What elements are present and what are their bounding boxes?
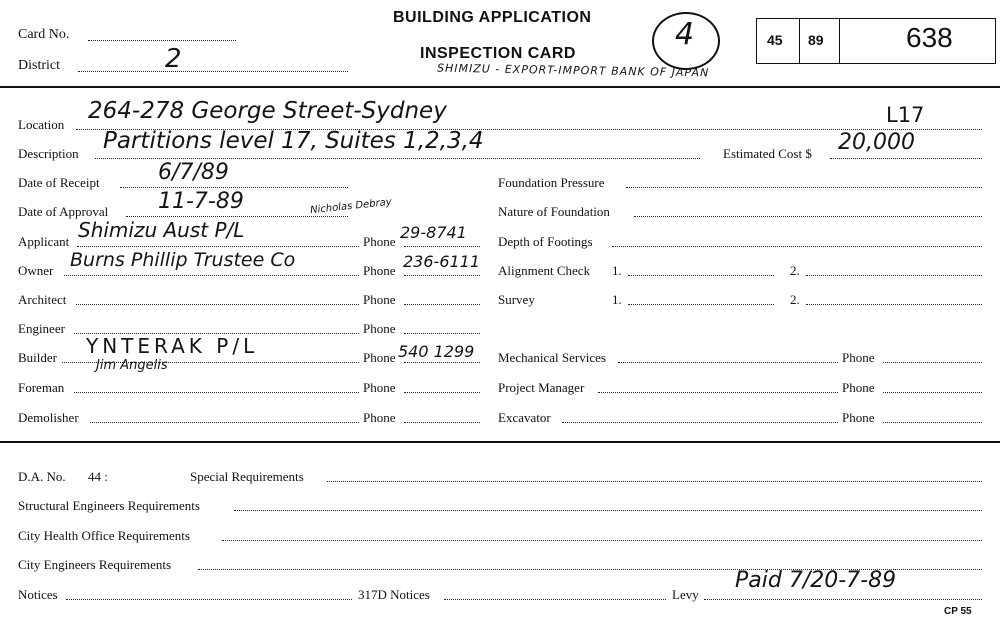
- demolisher-line: [90, 422, 359, 423]
- owner-phone: 236-6111: [403, 252, 481, 271]
- handwritten-subtitle: SHIMIZU - EXPORT-IMPORT BANK OF JAPAN: [436, 61, 710, 80]
- excavator-phone-label: Phone: [842, 410, 875, 425]
- body-rule: [0, 441, 1000, 443]
- owner-label: Owner: [18, 263, 54, 278]
- applicant-line: [77, 246, 359, 247]
- code-2: 89: [808, 32, 824, 48]
- header-rule: [0, 86, 1000, 88]
- depth-footings-label: Depth of Footings: [498, 234, 593, 249]
- levy-label: Levy: [672, 587, 699, 602]
- alignment-1-line: [628, 275, 774, 276]
- levy-line: [704, 599, 982, 600]
- date-receipt-label: Date of Receipt: [18, 175, 100, 190]
- alignment-check-label: Alignment Check: [498, 263, 591, 278]
- card-no-label: Card No.: [18, 27, 70, 42]
- mechanical-label: Mechanical Services: [498, 350, 606, 365]
- engineer-phone-label: Phone: [363, 321, 396, 336]
- date-approval-label: Date of Approval: [18, 204, 109, 219]
- builder-phone-label: Phone: [363, 350, 396, 365]
- alignment-2-line: [806, 275, 982, 276]
- survey-label: Survey: [498, 292, 535, 307]
- owner-value: Burns Phillip Trustee Co: [70, 249, 296, 271]
- demolisher-phone-line: [404, 422, 480, 423]
- builder-label: Builder: [18, 350, 57, 365]
- date-approval-value: 11-7-89: [158, 189, 244, 214]
- code-1: 45: [767, 32, 783, 48]
- foundation-pressure-line: [626, 187, 982, 188]
- architect-phone-line: [404, 304, 480, 305]
- notices-317d-line: [444, 599, 666, 600]
- description-line: [95, 158, 700, 159]
- applicant-phone-label: Phone: [363, 234, 396, 249]
- notices-line: [66, 599, 352, 600]
- excavator-phone-line: [883, 422, 982, 423]
- notices-label: Notices: [18, 587, 58, 602]
- district-label: District: [18, 58, 60, 73]
- code-box-divider-2: [839, 19, 840, 63]
- circled-number: 4: [675, 17, 695, 52]
- health-line: [222, 540, 982, 541]
- architect-line: [76, 304, 359, 305]
- survey-2-line: [806, 304, 982, 305]
- city-eng-label: City Engineers Requirements: [18, 557, 172, 572]
- applicant-label: Applicant: [18, 234, 70, 249]
- depth-footings-line: [612, 246, 982, 247]
- location-value: 264-278 George Street-Sydney: [88, 98, 447, 124]
- architect-label: Architect: [18, 292, 67, 307]
- applicant-phone: 29-8741: [400, 223, 467, 242]
- title-line-2: INSPECTION CARD: [420, 45, 576, 62]
- estimated-cost-value: 20,000: [838, 130, 915, 155]
- project-manager-phone-line: [883, 392, 982, 393]
- date-receipt-value: 6/7/89: [158, 160, 229, 185]
- district-line: [78, 71, 348, 72]
- excavator-line: [562, 422, 838, 423]
- health-label: City Health Office Requirements: [18, 528, 190, 543]
- code-box-divider-1: [799, 19, 800, 63]
- architect-phone-label: Phone: [363, 292, 396, 307]
- engineer-label: Engineer: [18, 321, 65, 336]
- alignment-2-label: 2.: [790, 263, 800, 278]
- project-manager-label: Project Manager: [498, 380, 585, 395]
- notices-317d-label: 317D Notices: [358, 587, 430, 602]
- excavator-label: Excavator: [498, 410, 551, 425]
- applicant-value: Shimizu Aust P/L: [78, 218, 245, 242]
- district-value: 2: [165, 44, 182, 74]
- foreman-phone-line: [404, 392, 480, 393]
- card-no-line: [88, 40, 236, 41]
- survey-2-label: 2.: [790, 292, 800, 307]
- survey-1-line: [628, 304, 774, 305]
- owner-phone-line: [404, 275, 480, 276]
- estimated-cost-label: Estimated Cost $: [723, 146, 812, 161]
- form-code: CP 55: [944, 606, 972, 617]
- code-3: 638: [906, 22, 953, 53]
- location-label: Location: [18, 117, 65, 132]
- date-receipt-line: [120, 187, 348, 188]
- demolisher-label: Demolisher: [18, 410, 79, 425]
- builder-value: YNTERAK P/L: [86, 334, 259, 358]
- applicant-note: Nicholas Debray: [309, 196, 393, 217]
- mechanical-line: [618, 362, 838, 363]
- owner-line: [64, 275, 359, 276]
- structural-line: [234, 510, 982, 511]
- special-req-label: Special Requirements: [190, 469, 304, 484]
- levy-value: Paid 7/20-7-89: [735, 568, 897, 593]
- da-no-label: D.A. No.: [18, 469, 66, 484]
- nature-foundation-label: Nature of Foundation: [498, 204, 610, 219]
- alignment-1-label: 1.: [612, 263, 622, 278]
- engineer-phone-line: [404, 333, 480, 334]
- special-req-line: [327, 481, 982, 482]
- project-manager-phone-label: Phone: [842, 380, 875, 395]
- mechanical-phone-label: Phone: [842, 350, 875, 365]
- applicant-phone-line: [404, 246, 480, 247]
- description-label: Description: [18, 146, 79, 161]
- estimated-cost-line: [830, 158, 982, 159]
- builder-note: Jim Angelis: [96, 358, 168, 373]
- code-box: [756, 18, 996, 64]
- demolisher-phone-label: Phone: [363, 410, 396, 425]
- foundation-pressure-label: Foundation Pressure: [498, 175, 605, 190]
- mechanical-phone-line: [883, 362, 982, 363]
- owner-phone-label: Phone: [363, 263, 396, 278]
- structural-label: Structural Engineers Requirements: [18, 498, 200, 513]
- foreman-label: Foreman: [18, 380, 65, 395]
- location-level: L17: [886, 103, 925, 127]
- nature-foundation-line: [634, 216, 982, 217]
- survey-1-label: 1.: [612, 292, 622, 307]
- da-no-value: 44 :: [88, 469, 108, 484]
- project-manager-line: [598, 392, 838, 393]
- builder-phone-line: [404, 362, 480, 363]
- foreman-phone-label: Phone: [363, 380, 396, 395]
- title-line-1: BUILDING APPLICATION: [393, 9, 592, 26]
- foreman-line: [74, 392, 359, 393]
- date-approval-line: [126, 216, 348, 217]
- builder-phone: 540 1299: [398, 342, 475, 361]
- description-value: Partitions level 17, Suites 1,2,3,4: [103, 128, 484, 154]
